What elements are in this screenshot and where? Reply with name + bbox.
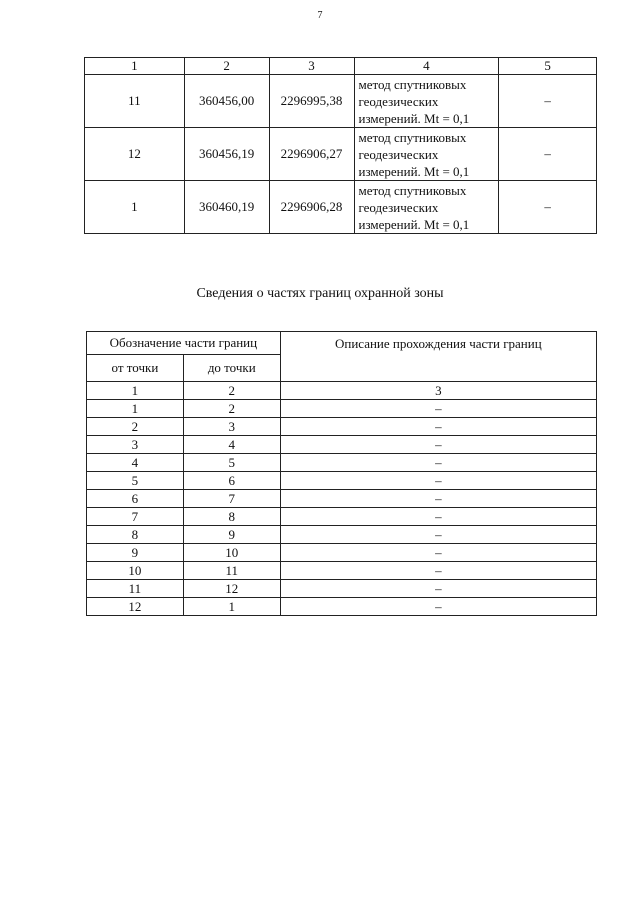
from-point: 9 <box>87 544 184 562</box>
table-row <box>87 400 597 418</box>
to-point: 3 <box>183 418 280 436</box>
numbering-cell: 1 <box>87 382 184 400</box>
from-point: 2 <box>87 418 184 436</box>
note-cell: – <box>499 128 597 181</box>
numbering-row <box>87 382 597 400</box>
note-cell: – <box>499 181 597 234</box>
description: – <box>280 508 596 526</box>
parts-header-row <box>87 332 597 355</box>
coordinates-header-cell: 3 <box>269 58 354 75</box>
from-point: 4 <box>87 454 184 472</box>
from-point: 12 <box>87 598 184 616</box>
to-point: 5 <box>183 454 280 472</box>
to-point: 6 <box>183 472 280 490</box>
to-point: 8 <box>183 508 280 526</box>
coordinates-header-cell: 2 <box>184 58 269 75</box>
point-number: 1 <box>85 181 185 234</box>
numbering-cell: 2 <box>183 382 280 400</box>
description: – <box>280 490 596 508</box>
measurement-method: метод спутниковых геодезических измерений. Mt = 0,1 <box>354 128 499 181</box>
description: – <box>280 544 596 562</box>
table-row <box>87 526 597 544</box>
to-point: 9 <box>183 526 280 544</box>
coord-x: 360456,00 <box>184 75 269 128</box>
to-point: 11 <box>183 562 280 580</box>
coord-x: 360456,19 <box>184 128 269 181</box>
coord-y: 2296906,27 <box>269 128 354 181</box>
from-point: 10 <box>87 562 184 580</box>
coordinates-header-cell: 1 <box>85 58 185 75</box>
point-number: 12 <box>85 128 185 181</box>
table-row <box>87 454 597 472</box>
from-point: 5 <box>87 472 184 490</box>
coordinates-header-cell: 5 <box>499 58 597 75</box>
to-point: 4 <box>183 436 280 454</box>
coordinates-table <box>84 57 597 234</box>
to-point: 12 <box>183 580 280 598</box>
table-row <box>87 598 597 616</box>
measurement-method: метод спутниковых геодезических измерений. Mt = 0,1 <box>354 75 499 128</box>
description: – <box>280 418 596 436</box>
table-row <box>87 472 597 490</box>
numbering-cell: 3 <box>280 382 596 400</box>
from-point: 6 <box>87 490 184 508</box>
description: – <box>280 472 596 490</box>
table-row <box>85 181 597 234</box>
note-cell: – <box>499 75 597 128</box>
coordinates-header-row <box>85 58 597 75</box>
from-point: 8 <box>87 526 184 544</box>
coord-y: 2296906,28 <box>269 181 354 234</box>
table-row <box>87 544 597 562</box>
to-point: 2 <box>183 400 280 418</box>
to-point: 7 <box>183 490 280 508</box>
to-point: 1 <box>183 598 280 616</box>
table-row <box>87 418 597 436</box>
to-point: 10 <box>183 544 280 562</box>
description: – <box>280 598 596 616</box>
description: – <box>280 454 596 472</box>
from-point: 3 <box>87 436 184 454</box>
description: – <box>280 436 596 454</box>
from-point: 1 <box>87 400 184 418</box>
header-from-label: от точки <box>87 355 184 382</box>
section-title: Сведения о частях границ охранной зоны <box>196 286 444 301</box>
coordinates-header-cell: 4 <box>354 58 499 75</box>
measurement-method: метод спутниковых геодезических измерений. Mt = 0,1 <box>354 181 499 234</box>
description: – <box>280 400 596 418</box>
point-number: 11 <box>85 75 185 128</box>
from-point: 11 <box>87 580 184 598</box>
description: – <box>280 526 596 544</box>
coord-y: 2296995,38 <box>269 75 354 128</box>
table-row <box>87 580 597 598</box>
header-to-label: до точки <box>183 355 280 382</box>
table-row <box>85 128 597 181</box>
header-description-label: Описание прохождения части границ <box>280 332 596 382</box>
boundary-parts-table <box>86 331 597 616</box>
table-row <box>87 562 597 580</box>
table-row <box>85 75 597 128</box>
table-row <box>87 490 597 508</box>
description: – <box>280 580 596 598</box>
page-number: 7 <box>317 10 323 21</box>
table-row <box>87 436 597 454</box>
description: – <box>280 562 596 580</box>
coord-x: 360460,19 <box>184 181 269 234</box>
header-group-label: Обозначение части границ <box>87 332 281 355</box>
from-point: 7 <box>87 508 184 526</box>
table-row <box>87 508 597 526</box>
